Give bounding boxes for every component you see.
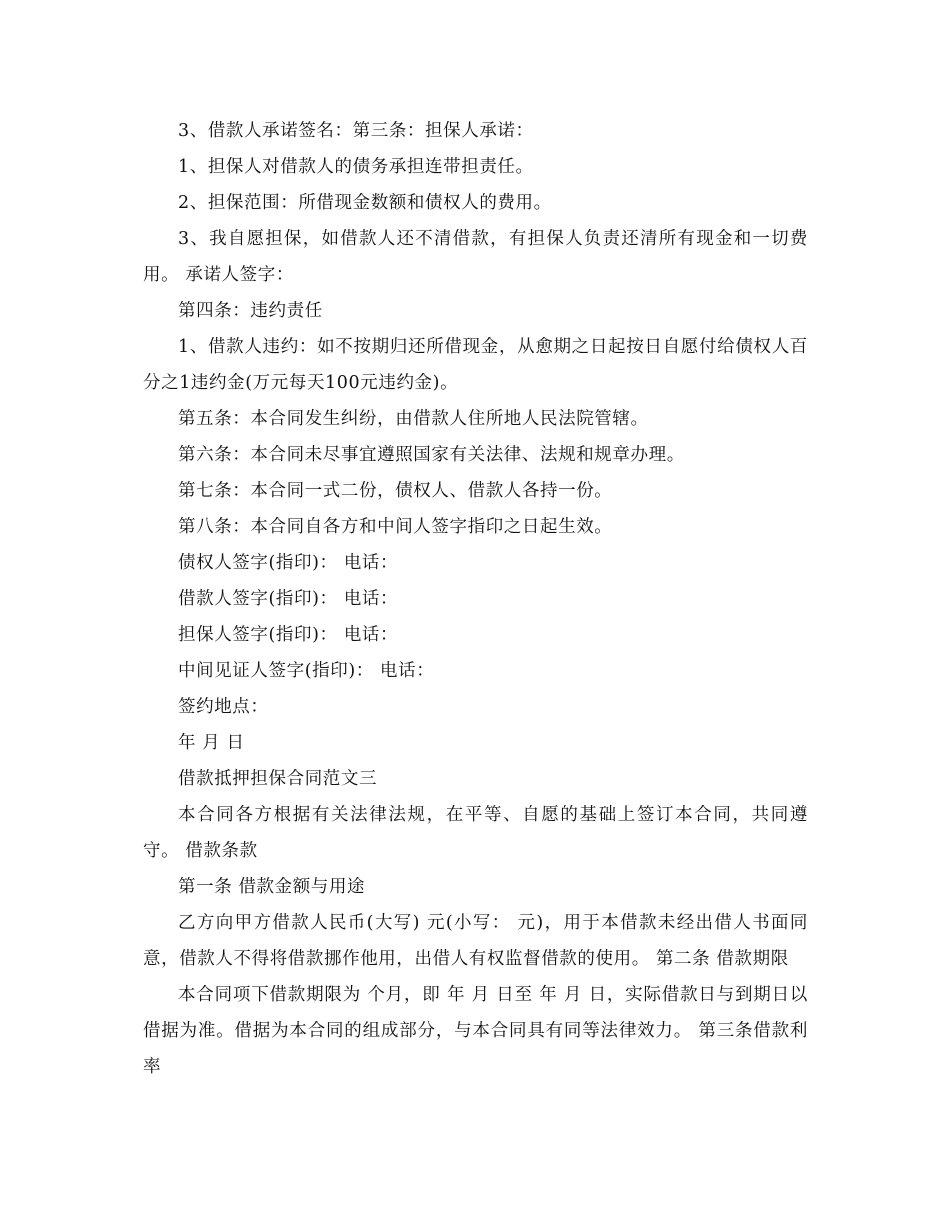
paragraph: 2、担保范围：所借现金数额和债权人的费用。	[178, 193, 552, 213]
signature-line-witness: 中间见证人签字(指印)： 电话：	[178, 661, 435, 681]
paragraph: 1、借款人违约：如不按期归还所借现金，从愈期之日起按日自愿付给债权人百分之1违约金(万元每天100元违约金)。	[143, 337, 808, 393]
signature-line-creditor: 债权人签字(指印)： 电话：	[178, 553, 399, 573]
signing-location: 签约地点：	[178, 697, 269, 717]
paragraph: 第四条：违约责任	[178, 301, 323, 321]
clause-heading: 第一条 借款金额与用途	[178, 877, 366, 897]
signature-line-borrower: 借款人签字(指印)： 电话：	[178, 589, 399, 609]
section-title: 借款抵押担保合同范文三	[178, 769, 378, 789]
paragraph: 第五条：本合同发生纠纷，由借款人住所地人民法院管辖。	[178, 409, 649, 429]
paragraph: 3、借款人承诺签名：第三条：担保人承诺：	[178, 121, 534, 141]
paragraph: 3、我自愿担保，如借款人还不清借款，有担保人负责还清所有现金和一切费用。 承诺人签字：	[143, 229, 808, 285]
paragraph: 1、担保人对借款人的债务承担连带担责任。	[178, 157, 534, 177]
paragraph: 本合同项下借款期限为 个月，即 年 月 日至 年 月 日，实际借款日与到期日以借据为准。借据为本合同的组成部分，与本合同具有同等法律效力。 第三条借款利率	[143, 985, 808, 1077]
paragraph: 第六条：本合同未尽事宜遵照国家有关法律、法规和规章办理。	[178, 445, 685, 465]
paragraph: 乙方向甲方借款人民币(大写) 元(小写： 元)，用于本借款未经出借人书面同意，借款人不得将借款挪作他用，出借人有权监督借款的使用。 第二条 借款期限	[143, 913, 808, 969]
signing-date: 年 月 日	[178, 733, 245, 753]
signature-line-guarantor: 担保人签字(指印)： 电话：	[178, 625, 399, 645]
document-body	[143, 113, 808, 1085]
paragraph: 第七条：本合同一式二份，债权人、借款人各持一份。	[178, 481, 613, 501]
paragraph: 第八条：本合同自各方和中间人签字指印之日起生效。	[178, 517, 613, 537]
paragraph: 本合同各方根据有关法律法规，在平等、自愿的基础上签订本合同，共同遵守。 借款条款	[143, 805, 808, 861]
